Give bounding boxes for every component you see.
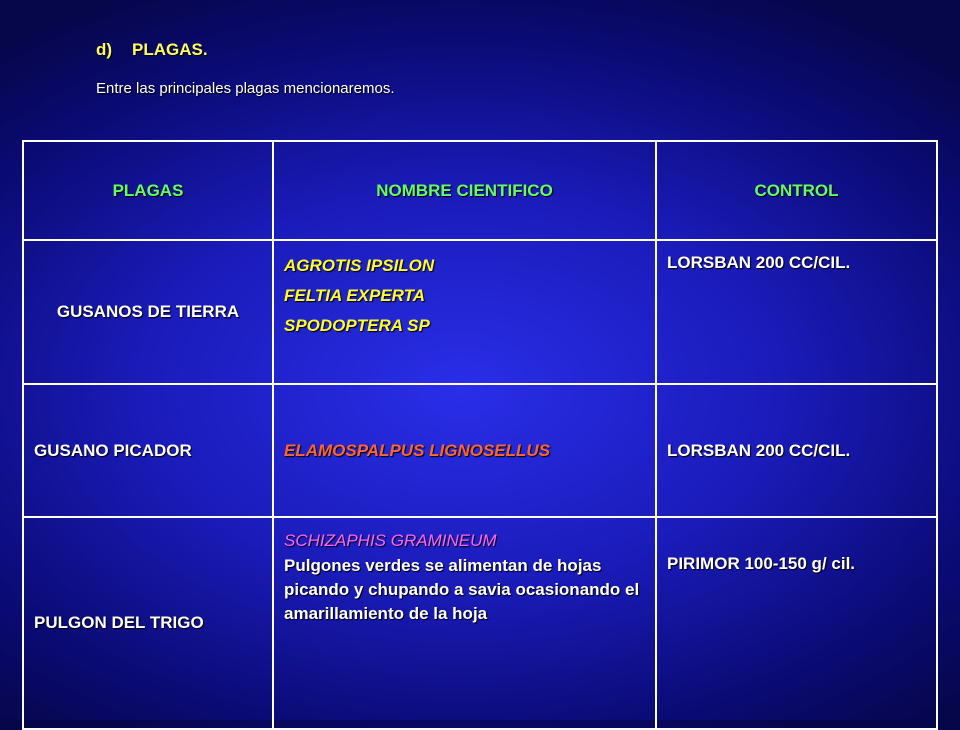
header-control: CONTROL: [656, 141, 937, 240]
intro-text: Entre las principales plagas mencionaremos.: [96, 80, 395, 97]
table-row: [23, 240, 937, 384]
plaga-cell: PULGON DEL TRIGO: [23, 517, 273, 729]
scientific-name: AGROTIS IPSILON: [284, 256, 435, 275]
scientific-cell: [273, 517, 656, 729]
control-cell: LORSBAN 200 CC/CIL.: [656, 384, 937, 517]
scientific-name: ELAMOSPALPUS LIGNOSELLUS: [284, 440, 551, 460]
scientific-cell: [273, 384, 656, 517]
header-plagas: PLAGAS: [23, 141, 273, 240]
pest-description: Pulgones verdes se alimentan de hojas picando y chupando a savia ocasionando el amarillamiento de la hoja: [284, 556, 640, 623]
scientific-name: SCHIZAPHIS GRAMINEUM: [284, 531, 497, 550]
control-cell: LORSBAN 200 CC/CIL.: [656, 240, 937, 384]
pests-table: [22, 140, 938, 730]
scientific-cell: [273, 240, 656, 384]
table-row: [23, 384, 937, 517]
slide-heading: [96, 40, 208, 60]
heading-title: PLAGAS.: [132, 40, 208, 59]
table-header-row: [23, 141, 937, 240]
scientific-name: FELTIA EXPERTA: [284, 286, 426, 305]
control-cell: PIRIMOR 100-150 g/ cil.: [656, 517, 937, 729]
table-row: [23, 517, 937, 729]
header-nombre-cientifico: NOMBRE CIENTIFICO: [273, 141, 656, 240]
heading-letter: d): [96, 40, 113, 59]
plaga-cell: GUSANOS DE TIERRA: [23, 240, 273, 384]
plaga-cell: GUSANO PICADOR: [23, 384, 273, 517]
scientific-name: SPODOPTERA SP: [284, 316, 430, 335]
